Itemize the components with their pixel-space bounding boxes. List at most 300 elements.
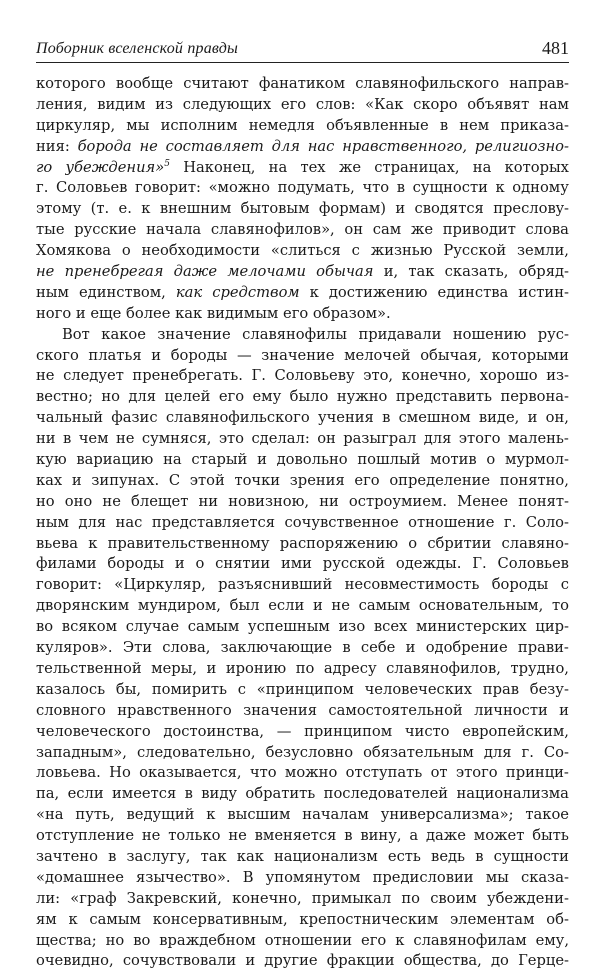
- word: бы,: [115, 680, 142, 698]
- word: «слиться: [270, 242, 341, 260]
- word: о: [408, 534, 418, 552]
- word: Соловьев: [497, 555, 569, 573]
- word: в: [396, 179, 406, 197]
- word: «принципом: [256, 680, 354, 698]
- word: крепостническим: [299, 910, 439, 928]
- word: с: [560, 576, 569, 594]
- text-line: [36, 74, 569, 95]
- word: отношении: [264, 931, 353, 949]
- word: говорит:: [135, 179, 201, 197]
- word: ни: [198, 492, 219, 510]
- word: не: [36, 263, 55, 281]
- word: понятно,: [499, 471, 569, 489]
- word: сущности: [493, 847, 569, 865]
- word: снятии: [215, 555, 271, 573]
- word: достоинства,: [163, 722, 265, 740]
- word: отступать: [345, 764, 423, 782]
- text-line: [36, 137, 569, 158]
- word: довольно: [276, 451, 348, 469]
- word: к: [141, 200, 151, 218]
- word: к: [88, 534, 98, 552]
- text-line: [36, 638, 569, 659]
- word: слов:: [315, 95, 356, 113]
- word: вину,: [360, 827, 402, 845]
- word: к: [68, 910, 78, 928]
- word: фазис: [111, 409, 158, 427]
- text-line: [36, 722, 569, 743]
- word: русской: [322, 555, 386, 573]
- word: человеческих: [364, 680, 473, 698]
- word: упомянутом: [265, 868, 361, 886]
- word: обычая,: [420, 346, 482, 364]
- word: что: [249, 764, 277, 782]
- word: убеждения»$^5$: [65, 158, 170, 176]
- word: если: [67, 785, 104, 803]
- word: единством,: [78, 283, 166, 301]
- text-line: [36, 826, 569, 847]
- word: начала: [146, 221, 202, 239]
- page-number: 481: [542, 38, 569, 58]
- word: объявят: [467, 95, 530, 113]
- word: С: [168, 471, 181, 489]
- word: нас: [115, 513, 143, 531]
- word: составляет: [165, 137, 264, 155]
- word: разъяснивший: [218, 576, 333, 594]
- word: следующих: [182, 95, 272, 113]
- word: Г.: [472, 555, 487, 573]
- word: щества;: [36, 931, 97, 949]
- word: которого: [36, 75, 106, 92]
- word: рус-: [537, 325, 569, 343]
- word: вообще: [115, 75, 174, 92]
- word: виде,: [478, 409, 520, 427]
- word: западным»,: [36, 743, 127, 761]
- word: Русской: [443, 242, 507, 260]
- word: путь,: [75, 806, 115, 824]
- text-line: [36, 429, 569, 450]
- word: не: [36, 367, 55, 385]
- word: его: [354, 471, 380, 489]
- word: ского: [36, 346, 79, 364]
- word: отношение: [408, 513, 495, 531]
- word: достижению: [328, 283, 428, 301]
- word: на: [268, 158, 288, 176]
- word: внешним: [159, 200, 232, 218]
- word: значения: [243, 701, 317, 719]
- word: остроумием.: [348, 492, 448, 510]
- word: тех: [300, 158, 326, 176]
- word: высшим: [227, 806, 291, 824]
- word: нем: [459, 116, 490, 134]
- word: придавали: [358, 325, 442, 343]
- word: славянофильского: [165, 409, 310, 427]
- word: этому: [36, 200, 82, 218]
- word: необходимости: [141, 242, 261, 260]
- word: славянофилов»,: [210, 221, 335, 239]
- word: чисто: [404, 722, 450, 740]
- word: образом».: [312, 304, 391, 322]
- word: Г.: [251, 367, 266, 385]
- word: направ-: [509, 75, 569, 92]
- word: но: [36, 492, 55, 510]
- word: славянофилов,: [386, 659, 501, 677]
- word: ния:: [36, 137, 70, 155]
- word: Вот: [62, 325, 90, 343]
- word: министерских: [416, 618, 527, 636]
- word: значение: [261, 346, 335, 364]
- word: в: [184, 785, 193, 803]
- word: даже: [425, 827, 466, 845]
- word: мы: [485, 868, 509, 886]
- word: «домашнее: [36, 868, 124, 886]
- word: и: [405, 639, 416, 657]
- word: он: [317, 430, 336, 448]
- word: сказать,: [444, 263, 509, 281]
- text-line: [36, 220, 569, 241]
- word: европейским,: [462, 722, 569, 740]
- word: старый: [191, 451, 248, 469]
- word: Хомякова: [36, 242, 112, 260]
- word: чальный: [36, 409, 104, 427]
- word: и: [206, 659, 217, 677]
- word: о: [195, 555, 205, 573]
- word: человеческого: [36, 722, 151, 740]
- word: В: [242, 868, 254, 886]
- word: единства: [437, 283, 509, 301]
- word: еще: [90, 304, 122, 322]
- word: консервативным,: [152, 910, 288, 928]
- word: к: [309, 283, 319, 301]
- word: такое: [525, 806, 569, 824]
- word: и,: [383, 263, 399, 281]
- word: общества,: [403, 952, 482, 970]
- word: было: [289, 388, 329, 406]
- word: этого: [455, 764, 498, 782]
- word: пренебрегать.: [132, 367, 243, 385]
- word: другие: [264, 952, 318, 970]
- word: тельственной: [36, 659, 142, 677]
- word: представить: [395, 388, 493, 406]
- word: в: [475, 847, 484, 865]
- word: началам: [302, 806, 369, 824]
- word: земли,: [517, 242, 569, 260]
- word: элементам: [450, 910, 535, 928]
- word: сочувствовали: [122, 952, 237, 970]
- word: последователей: [323, 785, 449, 803]
- word: которыми: [491, 346, 569, 364]
- word: е.: [118, 200, 132, 218]
- word: сущности: [412, 179, 488, 197]
- word: «Как: [365, 95, 404, 113]
- word: пресловy-: [493, 200, 569, 218]
- word: ли:: [36, 889, 61, 907]
- word: нас: [307, 137, 335, 155]
- word: оказывается,: [139, 764, 242, 782]
- word: не: [331, 597, 350, 615]
- word: о: [486, 451, 496, 469]
- word: обязательным: [363, 743, 474, 761]
- word: не: [139, 137, 158, 155]
- word: сделал:: [251, 430, 310, 448]
- word: трудно,: [510, 659, 569, 677]
- word: —: [236, 346, 252, 364]
- word: нравственного: [117, 701, 232, 719]
- word: как: [175, 304, 203, 322]
- word: «можно: [208, 179, 270, 197]
- word: ловьева.: [36, 764, 101, 782]
- word: несовместимость: [344, 576, 480, 594]
- text-line: [36, 366, 569, 387]
- word: средством: [212, 283, 300, 301]
- word: не: [141, 827, 161, 845]
- word: казалось: [36, 680, 106, 698]
- word: национализм: [274, 847, 378, 865]
- word: точки: [234, 471, 281, 489]
- text-line: [36, 701, 569, 722]
- body-text: [36, 74, 569, 972]
- text-line: [36, 304, 569, 325]
- word: заслугу,: [126, 847, 191, 865]
- word: славянофильского: [355, 75, 500, 92]
- word: тые: [36, 221, 65, 239]
- word: бытовым: [240, 200, 310, 218]
- word: приказа-: [500, 116, 569, 134]
- word: фракции: [326, 952, 395, 970]
- word: ни: [36, 430, 56, 448]
- text-line: [36, 680, 569, 701]
- word: хорошо: [479, 367, 538, 385]
- word: случае: [125, 618, 180, 636]
- word: учения: [317, 409, 374, 427]
- word: а: [409, 827, 419, 845]
- word: к: [206, 806, 216, 824]
- word: по: [295, 659, 315, 677]
- word: меры,: [151, 659, 198, 677]
- word: его: [218, 388, 245, 406]
- word: даже: [173, 263, 218, 281]
- text-line: [36, 492, 569, 513]
- word: и: [559, 701, 569, 719]
- text-line: [36, 763, 569, 784]
- word: и: [527, 409, 538, 427]
- word: принципом: [304, 722, 393, 740]
- text-line: [36, 325, 569, 346]
- word: ного: [36, 304, 72, 322]
- word: мурмол-: [504, 451, 569, 469]
- word: самым: [89, 910, 141, 928]
- word: во: [133, 931, 151, 949]
- word: и: [395, 200, 406, 218]
- word: его: [280, 95, 307, 113]
- word: славяно-: [501, 534, 569, 552]
- word: сам: [372, 221, 402, 239]
- word: это,: [363, 367, 394, 385]
- word: заключающие: [220, 639, 333, 657]
- word: ям: [36, 910, 57, 928]
- text-line: [36, 408, 569, 429]
- word: к: [495, 179, 505, 197]
- word: видим: [97, 95, 146, 113]
- word: ему,: [535, 931, 569, 949]
- word: исполним: [160, 116, 238, 134]
- word: па,: [36, 785, 60, 803]
- word: безу-: [529, 680, 569, 698]
- word: сбритии: [427, 534, 492, 552]
- word: это: [218, 430, 245, 448]
- word: как: [236, 847, 264, 865]
- word: есть: [387, 847, 421, 865]
- word: (т.: [90, 200, 110, 218]
- word: язычество».: [136, 868, 231, 886]
- word: для: [78, 513, 107, 531]
- text-line: [36, 931, 569, 952]
- word: страницах,: [374, 158, 460, 176]
- word: следовательно,: [136, 743, 256, 761]
- word: следует: [63, 367, 124, 385]
- word: слова,: [162, 639, 211, 657]
- word: славянофилы: [242, 325, 347, 343]
- word: сказа-: [521, 868, 569, 886]
- word: Наконец,: [183, 158, 256, 176]
- word: объявленные: [326, 116, 429, 134]
- word: сумняся,: [141, 430, 212, 448]
- word: но: [105, 931, 125, 949]
- word: только: [168, 827, 221, 845]
- word: г.: [503, 513, 517, 531]
- word: блещет: [131, 492, 189, 510]
- text-line: [36, 743, 569, 764]
- word: с: [237, 680, 247, 698]
- word: Соло-: [525, 513, 569, 531]
- word: славянофилам: [413, 931, 527, 949]
- word: себе: [360, 639, 396, 657]
- word: го: [36, 158, 53, 176]
- word: распоряжению: [279, 534, 399, 552]
- running-title: Поборник вселенской правды: [36, 40, 239, 57]
- word: самым: [187, 618, 240, 636]
- word: формам): [318, 200, 386, 218]
- word: и: [245, 952, 256, 970]
- word: примыкал: [311, 889, 392, 907]
- word: личности: [474, 701, 548, 719]
- text-line: [36, 346, 569, 367]
- word: в: [382, 409, 391, 427]
- word: русские: [74, 221, 137, 239]
- word: он: [344, 221, 364, 239]
- word: «Циркуляр,: [114, 576, 206, 594]
- word: чем: [78, 430, 109, 448]
- word: как: [175, 283, 203, 301]
- text-line: [36, 910, 569, 931]
- word: ным: [36, 513, 69, 531]
- word: сводятся: [414, 200, 484, 218]
- word: универсализма»;: [380, 806, 514, 824]
- word: адресу: [323, 659, 377, 677]
- word: фанатиком: [258, 75, 346, 92]
- word: целей: [164, 388, 211, 406]
- word: говорит:: [36, 576, 102, 594]
- text-line: [36, 889, 569, 910]
- word: борода: [77, 137, 132, 155]
- word: всех: [373, 618, 408, 636]
- word: новизною,: [228, 492, 310, 510]
- word: убеждени-: [486, 889, 569, 907]
- word: нам: [538, 95, 569, 113]
- text-line: [36, 95, 569, 116]
- word: от: [430, 764, 448, 782]
- word: прав: [482, 680, 519, 698]
- word: обычая: [316, 263, 374, 281]
- word: какое: [101, 325, 146, 343]
- word: конечно,: [232, 889, 302, 907]
- word: правительственному: [107, 534, 270, 552]
- word: предисловии: [372, 868, 474, 886]
- word: не: [115, 430, 135, 448]
- word: и: [312, 597, 323, 615]
- text-line: [36, 596, 569, 617]
- word: мотив: [430, 451, 477, 469]
- word: считают: [183, 75, 249, 92]
- word: ках: [36, 471, 63, 489]
- text-line: [36, 534, 569, 555]
- word: ления,: [36, 95, 88, 113]
- word: жизнью: [370, 242, 433, 260]
- word: зачтено: [36, 847, 98, 865]
- word: в: [108, 847, 117, 865]
- text-line: [36, 178, 569, 199]
- word: же: [410, 221, 434, 239]
- word: зрения: [289, 471, 345, 489]
- word: может: [473, 827, 525, 845]
- word: первона-: [500, 388, 569, 406]
- text-line: [36, 116, 569, 137]
- word: для: [271, 137, 300, 155]
- word: Эти: [122, 639, 153, 657]
- footnote-marker: 5: [164, 158, 170, 169]
- word: словного: [36, 701, 106, 719]
- word: имеется: [112, 785, 177, 803]
- word: вьева: [36, 534, 78, 552]
- word: ему: [252, 388, 282, 406]
- word: во: [36, 618, 54, 636]
- text-line: [36, 575, 569, 596]
- text-line: [36, 387, 569, 408]
- word: обряд-: [518, 263, 569, 281]
- word: но: [101, 388, 120, 406]
- word: оно: [64, 492, 93, 510]
- word: что: [362, 179, 390, 197]
- word: для: [423, 430, 452, 448]
- word: «граф: [70, 889, 117, 907]
- word: он,: [545, 409, 569, 427]
- word: г.: [521, 743, 534, 761]
- word: в: [342, 639, 351, 657]
- word: из: [155, 95, 174, 113]
- word: по: [401, 889, 420, 907]
- word: немедля: [248, 116, 315, 134]
- word: приводит: [442, 221, 516, 239]
- word: этого: [458, 430, 501, 448]
- text-line: [36, 450, 569, 471]
- word: безусловно: [265, 743, 354, 761]
- word: мелочами: [227, 263, 306, 281]
- word: одежды.: [395, 555, 462, 573]
- word: куляров».: [36, 639, 113, 657]
- text-line: [36, 158, 569, 179]
- word: обратить: [245, 785, 316, 803]
- word: своим: [430, 889, 477, 907]
- word: платья: [88, 346, 142, 364]
